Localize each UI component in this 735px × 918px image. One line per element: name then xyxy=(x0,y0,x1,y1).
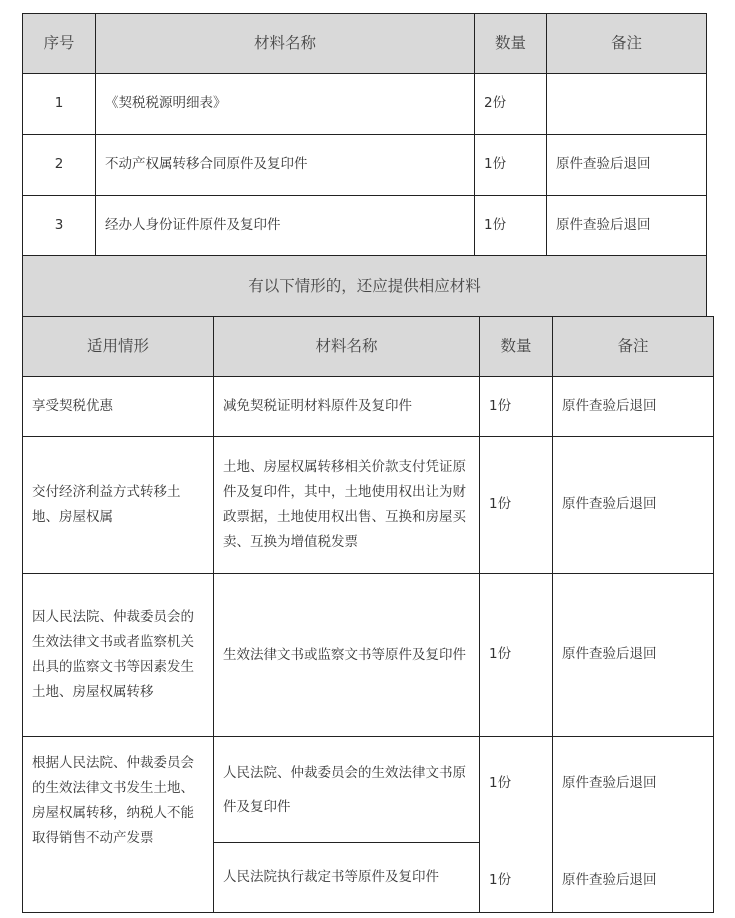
t2-header-note-label: 备注 xyxy=(617,337,649,356)
t2-row4b-name-text: 人民法院执行裁定书等原件及复印件 xyxy=(223,868,439,885)
t1-row1-seq-text: 1 xyxy=(54,95,64,112)
t2-header-name xyxy=(213,316,480,377)
t2-row1-note-text: 原件查验后退回 xyxy=(562,397,657,414)
t1-header-name xyxy=(95,13,475,74)
t1-row2-name-text: 不动产权属转移合同原件及复印件 xyxy=(105,156,308,173)
t1-row2-note-text: 原件查验后退回 xyxy=(556,156,651,173)
t2-row2-note xyxy=(552,436,714,574)
t2-row2-note-text: 原件查验后退回 xyxy=(562,496,657,513)
t1-row3-note-text: 原件查验后退回 xyxy=(556,216,651,233)
t2-row4b-note xyxy=(552,842,714,913)
t2-row3-name xyxy=(213,573,480,737)
t1-header-qty-label: 数量 xyxy=(494,34,526,53)
t2-row4a-name-text: 人民法院、仲裁委员会的生效法律文书原件及复印件 xyxy=(223,764,466,815)
t2-row2-qty-text: 1份 xyxy=(489,496,512,513)
t1-row1-name xyxy=(95,73,475,135)
t2-row1-case xyxy=(22,376,214,437)
t1-row1-seq xyxy=(22,73,96,135)
t1-row3-seq-text: 3 xyxy=(54,216,64,233)
t2-row4a-name xyxy=(213,736,480,843)
t2-header-case xyxy=(22,316,214,377)
t2-row2-qty xyxy=(479,436,553,574)
t2-header-case-label: 适用情形 xyxy=(86,337,149,356)
t2-row2-name xyxy=(213,436,480,574)
t2-row4b-qty xyxy=(479,842,553,913)
t1-row3-qty xyxy=(474,195,547,256)
t1-row3-seq xyxy=(22,195,96,256)
t1-row1-qty xyxy=(474,73,547,135)
t1-row3-qty-text: 1份 xyxy=(484,216,507,233)
t2-row4b-name xyxy=(213,842,480,913)
t2-row3-qty-text: 1份 xyxy=(489,646,512,663)
banner-text: 有以下情形的，还应提供相应材料 xyxy=(248,276,481,295)
t2-header-qty xyxy=(479,316,553,377)
t1-row1-qty-text: 2份 xyxy=(484,95,507,112)
t2-row1-qty xyxy=(479,376,553,437)
t2-row3-note-text: 原件查验后退回 xyxy=(562,646,657,663)
t2-row4b-qty-text: 1份 xyxy=(489,871,512,888)
t1-row3-name-text: 经办人身份证件原件及复印件 xyxy=(105,216,281,233)
t2-row1-name xyxy=(213,376,480,437)
t1-row2-seq-text: 2 xyxy=(54,156,64,173)
banner xyxy=(22,255,707,317)
t1-row1-note xyxy=(546,73,707,135)
t1-header-qty xyxy=(474,13,547,74)
t1-row3-name xyxy=(95,195,475,256)
t2-row4b-note-text: 原件查验后退回 xyxy=(562,871,657,888)
t1-row2-qty xyxy=(474,134,547,196)
t1-header-name-label: 材料名称 xyxy=(253,34,316,53)
t2-row1-qty-text: 1份 xyxy=(489,397,512,414)
t2-row3-case-text: 因人民法院、仲裁委员会的生效法律文书或者监察机关出具的监察文书等因素发生土地、房屋权属转移 xyxy=(32,609,194,700)
t1-row2-seq xyxy=(22,134,96,196)
t1-header-seq-label: 序号 xyxy=(43,34,75,53)
t2-row3-qty xyxy=(479,573,553,737)
t2-row3-note xyxy=(552,573,714,737)
t1-row2-name xyxy=(95,134,475,196)
t1-row2-note xyxy=(546,134,707,196)
t1-row3-note xyxy=(546,195,707,256)
t2-row4a-note-text: 原件查验后退回 xyxy=(562,775,657,791)
t1-header-seq xyxy=(22,13,96,74)
t2-row2-name-text: 土地、房屋权属转移相关价款支付凭证原件及复印件，其中，土地使用权出让为财政票据，土地使用权出售、互换和房屋买卖、互换为增值税发票 xyxy=(223,459,466,550)
t1-header-note-label: 备注 xyxy=(610,34,642,53)
t2-row1-case-text: 享受契税优惠 xyxy=(32,397,113,414)
t2-row1-name-text: 减免契税证明材料原件及复印件 xyxy=(223,397,412,414)
t2-row1-note xyxy=(552,376,714,437)
t2-row4a-qty-text: 1份 xyxy=(489,775,512,791)
t2-row4-case xyxy=(22,736,214,913)
t2-header-note xyxy=(552,316,714,377)
t2-row4-case-text: 根据人民法院、仲裁委员会的生效法律文书发生土地、房屋权属转移，纳税人不能取得销售不动产发票 xyxy=(32,755,194,846)
t2-row3-case xyxy=(22,573,214,737)
t2-row3-name-text: 生效法律文书或监察文书等原件及复印件 xyxy=(223,646,466,663)
t2-row2-case-text: 交付经济利益方式转移土地、房屋权属 xyxy=(32,484,181,525)
t2-header-qty-label: 数量 xyxy=(500,337,532,356)
t1-row1-name-text: 《契税税源明细表》 xyxy=(105,95,227,112)
t1-header-note xyxy=(546,13,707,74)
t2-header-name-label: 材料名称 xyxy=(315,337,378,356)
t1-row2-qty-text: 1份 xyxy=(484,156,507,173)
t2-row2-case xyxy=(22,436,214,574)
